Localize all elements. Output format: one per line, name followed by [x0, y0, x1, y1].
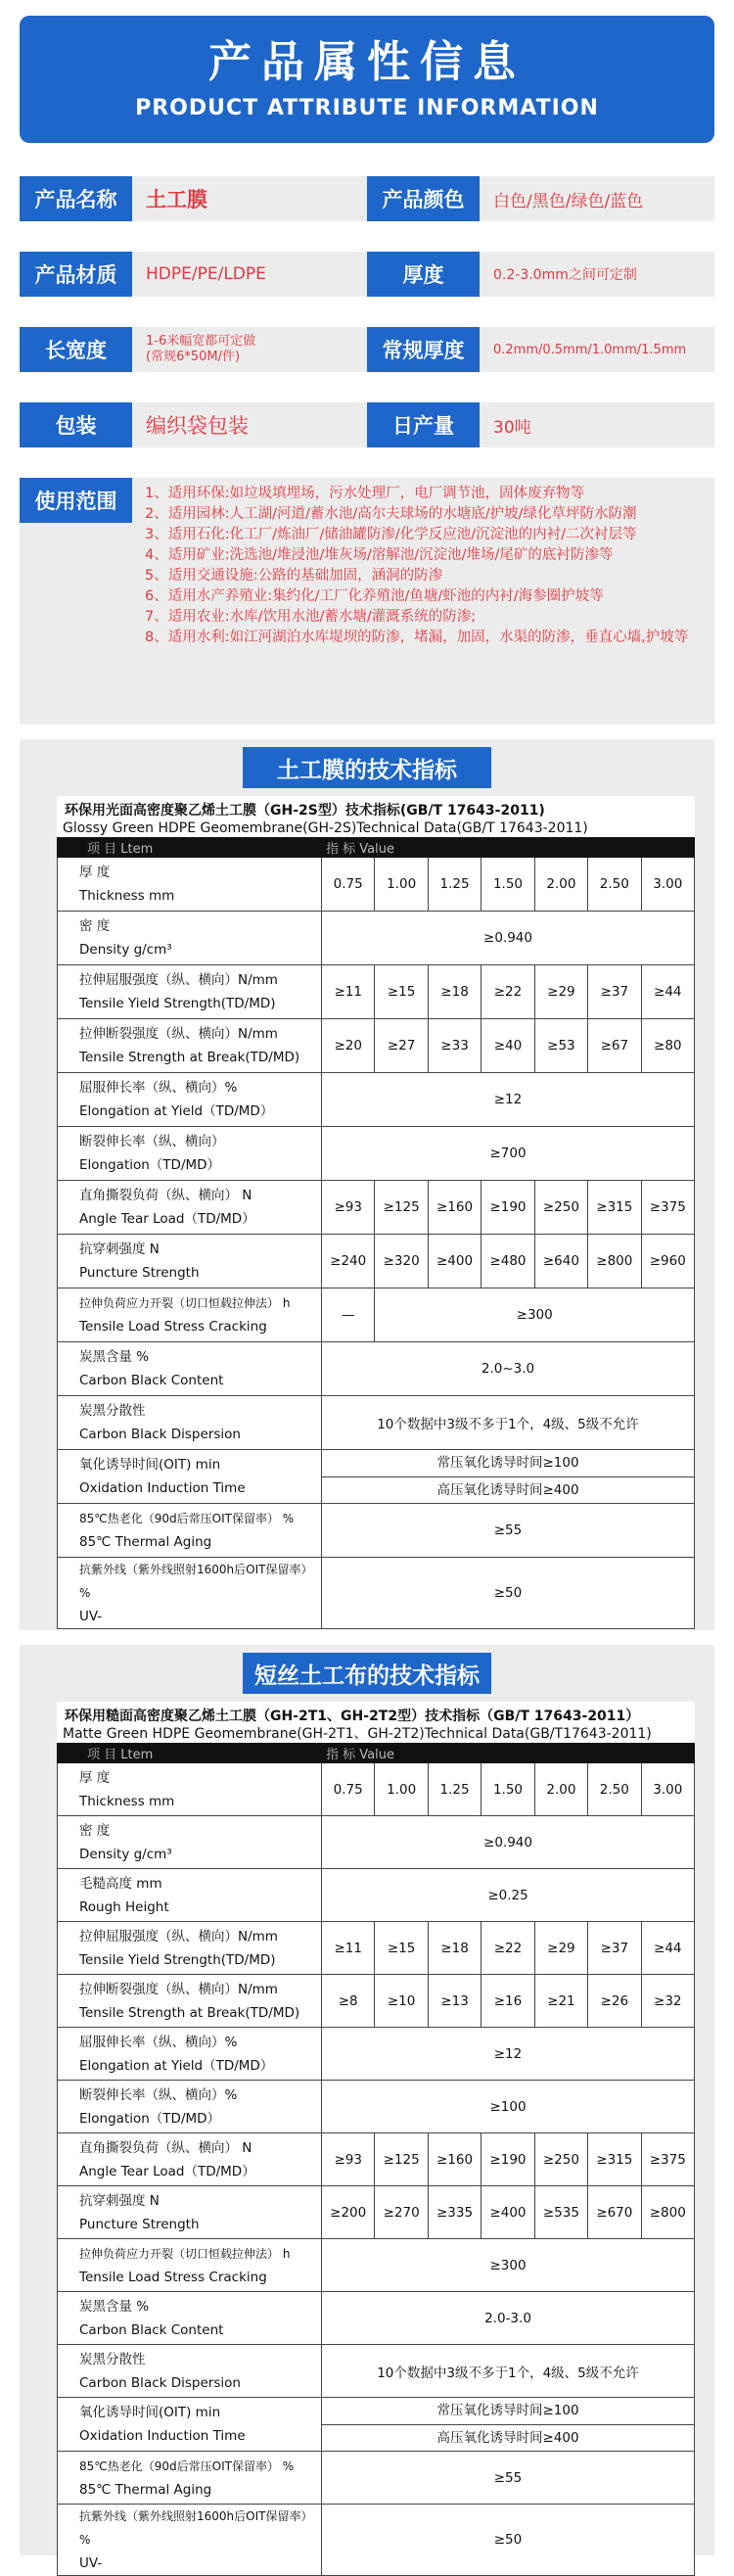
attr-name-value: 土工膜 — [132, 176, 367, 221]
param-zh: 厚 度 — [79, 865, 111, 880]
param-zh: 毛糙高度 mm — [79, 1875, 162, 1892]
value-cell: ≥250 — [534, 1181, 587, 1235]
value-cell: ≥300 — [322, 2239, 695, 2292]
value-cell: ≥400 — [482, 2186, 534, 2239]
spec-section-staple-fiber — [20, 1645, 714, 2571]
param-en: Puncture Strength — [79, 2216, 200, 2232]
value-cell: ≥13 — [428, 1975, 481, 2028]
value-cell: ≥535 — [534, 2186, 587, 2239]
table-row — [58, 2398, 695, 2452]
value-cell: 3.00 — [641, 1763, 694, 1816]
value-cell: ≥50 — [322, 2505, 695, 2576]
param-zh: 85℃热老化（90d后常压OIT保留率） % — [79, 2459, 295, 2473]
param-zh: 抗穿刺强度 N — [79, 1241, 160, 1257]
param-en: UV- — [79, 2555, 103, 2571]
attr-common-thickness-label: 常规厚度 — [367, 327, 480, 372]
header-value: 指 标 Value — [322, 1744, 695, 1763]
table-row — [58, 965, 695, 1019]
param-zh: 氧化诱导时间(OIT) min — [79, 1457, 221, 1473]
value-cell — [322, 1450, 695, 1504]
value-cell: ≥20 — [322, 1019, 375, 1073]
attr-width-value — [132, 327, 367, 372]
param-en: Oxidation Induction Time — [79, 1480, 246, 1496]
value-cell: 3.00 — [641, 858, 694, 912]
param-zh: 拉伸负荷应力开裂（切口恒载拉伸法） h — [79, 1296, 291, 1310]
value-cell: ≥8 — [322, 1975, 375, 2028]
param-cell — [58, 1763, 322, 1816]
attr-common-thickness-value: 0.2mm/0.5mm/1.0mm/1.5mm — [480, 327, 714, 372]
value-cell — [322, 2398, 695, 2452]
table-row — [58, 1019, 695, 1073]
table-row — [58, 2452, 695, 2505]
value-line: 高压氧化诱导时间≥400 — [322, 2424, 694, 2451]
value-cell: ≥55 — [322, 1504, 695, 1558]
value-cell: 1.50 — [482, 858, 534, 912]
value-cell: ≥55 — [322, 2452, 695, 2505]
value-cell: ≥18 — [428, 965, 481, 1019]
attr-daily-output-value: 30吨 — [480, 402, 714, 447]
scope-item: 3、适用石化:化工厂/炼油厂/储油罐防渗/化学反应池/沉淀池的内衬/二次衬层等 — [145, 527, 637, 542]
param-en: Elongation at Yield（TD/MD） — [79, 1103, 274, 1119]
value-cell: 10个数据中3级不多于1个，4级、5级不允许 — [322, 2345, 695, 2398]
value-cell: ≥21 — [534, 1975, 587, 2028]
value-cell: ≥800 — [641, 2186, 694, 2239]
table-row — [58, 1396, 695, 1450]
param-cell — [58, 1922, 322, 1975]
scope-list — [145, 484, 709, 648]
param-cell — [58, 1869, 322, 1922]
param-cell — [58, 1450, 322, 1504]
value-cell: ≥32 — [641, 1975, 694, 2028]
param-cell — [58, 1558, 322, 1629]
value-cell: ≥18 — [428, 1922, 481, 1975]
param-zh: 密 度 — [79, 1822, 111, 1839]
table-row — [58, 1763, 695, 1816]
value-cell: ≥27 — [375, 1019, 428, 1073]
value-cell: ≥22 — [482, 1922, 534, 1975]
value-cell: ≥200 — [322, 2186, 375, 2239]
attr-width-line1: 1-6米幅宽都可定做 — [146, 334, 256, 349]
table-row — [58, 1181, 695, 1235]
table-row — [58, 1073, 695, 1127]
value-cell: ≥10 — [375, 1975, 428, 2028]
table-row — [58, 2239, 695, 2292]
value-cell: ≥26 — [588, 1975, 641, 2028]
attr-daily-output — [367, 402, 714, 447]
param-en: Carbon Black Dispersion — [79, 2374, 241, 2391]
param-en: Thickness mm — [79, 888, 175, 904]
page-subtitle: PRODUCT ATTRIBUTE INFORMATION — [135, 96, 599, 120]
param-zh: 拉伸断裂强度（纵、横向）N/mm — [79, 1981, 278, 1997]
attr-material-label: 产品材质 — [20, 252, 132, 297]
param-cell — [58, 1235, 322, 1288]
table-row — [58, 1975, 695, 2028]
scope-item: 7、适用农业:水库/饮用水池/蓄水塘/灌溉系统的防渗; — [145, 609, 477, 625]
param-cell — [58, 2345, 322, 2398]
param-zh: 炭黑分散性 — [79, 1403, 146, 1419]
param-zh: 拉伸屈服强度（纵、横向）N/mm — [79, 1928, 278, 1944]
value-cell: ≥300 — [375, 1288, 695, 1342]
value-cell: ≥29 — [534, 965, 587, 1019]
param-en: Oxidation Induction Time — [79, 2428, 246, 2444]
attr-common-thickness — [367, 327, 714, 372]
value-cell: ≥29 — [534, 1922, 587, 1975]
table-row — [58, 2345, 695, 2398]
param-cell — [58, 2292, 322, 2345]
value-cell: ≥0.25 — [322, 1869, 695, 1922]
scope-label: 使用范围 — [20, 478, 132, 523]
param-zh: 炭黑分散性 — [79, 2351, 146, 2367]
value-cell: ≥800 — [588, 1235, 641, 1288]
param-cell — [58, 858, 322, 912]
value-cell: ≥375 — [641, 1181, 694, 1235]
spec1-title: 土工膜的技术指标 — [243, 747, 491, 788]
param-cell — [58, 1073, 322, 1127]
table-row — [58, 1504, 695, 1558]
value-cell: ≥15 — [375, 965, 428, 1019]
value-cell: ≥125 — [375, 2133, 428, 2186]
param-en: 85℃ Thermal Aging — [79, 2481, 212, 2498]
param-cell — [58, 2081, 322, 2133]
value-cell: ≥190 — [482, 2133, 534, 2186]
value-cell: ≥960 — [641, 1235, 694, 1288]
value-cell: ≥37 — [588, 965, 641, 1019]
attr-thickness-value: 0.2-3.0mm之间可定制 — [480, 252, 714, 297]
param-cell — [58, 1816, 322, 1869]
spec1-panel — [57, 796, 695, 1630]
param-zh: 抗穿刺强度 N — [79, 2192, 160, 2209]
table-row — [58, 1816, 695, 1869]
attr-packing — [20, 402, 367, 447]
param-en: Thickness mm — [79, 1793, 175, 1809]
param-cell — [58, 2452, 322, 2505]
table-row — [58, 912, 695, 965]
value-cell: ≥12 — [322, 1073, 695, 1127]
attr-width — [20, 327, 367, 372]
param-zh: 氧化诱导时间(OIT) min — [79, 2405, 221, 2420]
scope-item: 2、适用园林:人工湖/河道/蓄水池/高尔夫球场的水塘底/护坡/绿化草坪防水防潮 — [145, 506, 637, 522]
value-cell: ≥375 — [641, 2133, 694, 2186]
value-cell: ≥16 — [482, 1975, 534, 2028]
value-cell: ≥40 — [482, 1019, 534, 1073]
attr-color-value: 白色/黑色/绿色/蓝色 — [480, 176, 714, 221]
param-en: Carbon Black Dispersion — [79, 1427, 241, 1442]
value-line: 高压氧化诱导时间≥400 — [322, 1476, 694, 1503]
table-row — [58, 2081, 695, 2133]
param-cell — [58, 1288, 322, 1342]
value-cell: 10个数据中3级不多于1个，4级、5级不允许 — [322, 1396, 695, 1450]
attr-thickness — [367, 252, 714, 297]
value-cell: ≥250 — [534, 2133, 587, 2186]
page-title: 产品属性信息 — [208, 37, 526, 87]
attr-name — [20, 176, 367, 221]
param-cell — [58, 2505, 322, 2576]
param-zh: 炭黑含量 % — [79, 1349, 150, 1365]
param-cell — [58, 1181, 322, 1235]
param-zh: 拉伸负荷应力开裂（切口恒载拉伸法） h — [79, 2246, 291, 2261]
value-cell: 1.25 — [428, 1763, 481, 1816]
param-cell — [58, 2133, 322, 2186]
spec2-title: 短丝土工布的技术指标 — [243, 1653, 491, 1694]
scope-item: 1、适用环保:如垃圾填埋场，污水处理厂，电厂调节池，固体废弃物等 — [145, 486, 585, 501]
table-row — [58, 2186, 695, 2239]
param-zh: 拉伸屈服强度（纵、横向）N/mm — [79, 972, 278, 988]
param-cell — [58, 1127, 322, 1181]
param-cell — [58, 2186, 322, 2239]
value-cell: ≥240 — [322, 1235, 375, 1288]
param-zh: 拉伸断裂强度（纵、横向）N/mm — [79, 1026, 278, 1042]
value-cell: ≥125 — [375, 1181, 428, 1235]
value-cell: ≥700 — [322, 1127, 695, 1181]
param-en: Elongation at Yield（TD/MD） — [79, 2057, 274, 2074]
param-en: Tensile Strength at Break(TD/MD) — [79, 1050, 300, 1065]
value-cell: ≥640 — [534, 1235, 587, 1288]
value-cell: 2.0-3.0 — [322, 2292, 695, 2345]
value-cell: ≥335 — [428, 2186, 481, 2239]
value-cell: ≥315 — [588, 1181, 641, 1235]
param-en: Puncture Strength — [79, 1265, 200, 1281]
attr-material-value: HDPE/PE/LDPE — [132, 252, 367, 297]
value-cell: 1.00 — [375, 858, 428, 912]
value-cell: ≥93 — [322, 1181, 375, 1235]
param-zh: 直角撕裂负荷（纵、横向） N — [79, 1188, 252, 1203]
attr-thickness-label: 厚度 — [367, 252, 480, 297]
attr-packing-value: 编织袋包装 — [132, 402, 367, 447]
param-zh: 抗紫外线（紫外线照射1600h后OIT保留率） % — [79, 1563, 313, 1600]
attr-width-line2: (常规6*50M/件) — [146, 350, 241, 364]
param-en: 85℃ Thermal Aging — [79, 1534, 212, 1550]
scope-box — [20, 478, 714, 725]
param-en: Tensile Load Stress Cracking — [79, 1319, 267, 1335]
param-cell — [58, 1975, 322, 2028]
value-cell: ≥670 — [588, 2186, 641, 2239]
param-zh: 屈服伸长率（纵、横向）% — [79, 1080, 238, 1096]
param-cell — [58, 965, 322, 1019]
param-en: Rough Height — [79, 1898, 169, 1915]
spec2-table — [57, 1743, 695, 2576]
attr-daily-output-label: 日产量 — [367, 402, 480, 447]
value-cell: ≥480 — [482, 1235, 534, 1288]
table-header — [58, 838, 695, 858]
header-item: 项 目 Ltem — [58, 838, 322, 858]
header-item: 项 目 Ltem — [58, 1744, 322, 1763]
param-en: Tensile Strength at Break(TD/MD) — [79, 2004, 300, 2021]
value-cell: ≥53 — [534, 1019, 587, 1073]
spec2-panel — [57, 1702, 695, 2571]
value-cell: ≥15 — [375, 1922, 428, 1975]
value-cell: ≥160 — [428, 1181, 481, 1235]
param-zh: 屈服伸长率（纵、横向）% — [79, 2034, 238, 2050]
value-cell: ≥0.940 — [322, 912, 695, 965]
attr-material — [20, 252, 367, 297]
param-en: Tensile Yield Strength(TD/MD) — [79, 1951, 276, 1968]
param-zh: 85℃热老化（90d后常压OIT保留率） % — [79, 1512, 295, 1525]
param-en: Angle Tear Load（TD/MD） — [79, 1211, 255, 1227]
value-cell: ≥50 — [322, 1558, 695, 1629]
value-cell: 1.00 — [375, 1763, 428, 1816]
param-cell — [58, 912, 322, 965]
value-cell: ≥400 — [428, 1235, 481, 1288]
param-cell — [58, 2398, 322, 2452]
value-cell: ≥315 — [588, 2133, 641, 2186]
param-zh: 厚 度 — [79, 1769, 111, 1786]
scope-item: 6、适用水产养殖业:集约化/工厂化养殖池/鱼塘/虾池的内衬/海参圈护坡等 — [145, 588, 604, 604]
value-cell: ≥11 — [322, 1922, 375, 1975]
header-value: 指 标 Value — [322, 838, 695, 858]
param-en: Angle Tear Load（TD/MD） — [79, 2163, 255, 2179]
param-cell — [58, 1396, 322, 1450]
attr-width-label: 长宽度 — [20, 327, 132, 372]
param-en: Density g/cm³ — [79, 1846, 172, 1862]
value-cell: 2.00 — [534, 858, 587, 912]
attr-color-label: 产品颜色 — [367, 176, 480, 221]
param-zh: 密 度 — [79, 918, 111, 934]
value-cell: ≥44 — [641, 965, 694, 1019]
value-cell: 2.50 — [588, 858, 641, 912]
value-cell: 2.0~3.0 — [322, 1342, 695, 1396]
table-row — [58, 1288, 695, 1342]
table-row — [58, 2292, 695, 2345]
scope-item: 8、适用水利:如江河湖泊水库堤坝的防渗，堵漏，加固，水渠的防渗，垂直心墙,护坡等 — [145, 630, 689, 645]
table-row — [58, 2028, 695, 2081]
spec2-caption-en: Matte Green HDPE Geomembrane(GH-2T1、GH-2T2)Technical Data(GB/T17643-2011) — [63, 1726, 652, 1742]
table-row — [58, 1558, 695, 1629]
table-row — [58, 1235, 695, 1288]
table-row — [58, 858, 695, 912]
param-en: Tensile Load Stress Cracking — [79, 2269, 267, 2285]
header-banner — [20, 16, 714, 143]
table-header — [58, 1744, 695, 1763]
spec1-caption-zh: 环保用光面高密度聚乙烯土工膜（GH-2S型）技术指标(GB/T 17643-2011) — [65, 803, 545, 819]
spec1-caption-en: Glossy Green HDPE Geomembrane(GH-2S)Technical Data(GB/T 17643-2011) — [63, 820, 588, 836]
table-row — [58, 1922, 695, 1975]
value-cell: 1.50 — [482, 1763, 534, 1816]
param-en: Elongation（TD/MD） — [79, 2110, 221, 2127]
value-line: 常压氧化诱导时间≥100 — [436, 2403, 579, 2418]
value-cell: 1.25 — [428, 858, 481, 912]
param-cell — [58, 2028, 322, 2081]
value-cell: ≥320 — [375, 1235, 428, 1288]
value-cell: 2.50 — [588, 1763, 641, 1816]
scope-item: 4、适用矿业:洗选池/堆浸池/堆灰场/溶解池/沉淀池/堆场/尾矿的底衬防渗等 — [145, 547, 614, 563]
value-cell: ≥93 — [322, 2133, 375, 2186]
param-en: Density g/cm³ — [79, 942, 172, 958]
table-row — [58, 1342, 695, 1396]
value-cell: 2.00 — [534, 1763, 587, 1816]
param-cell — [58, 1342, 322, 1396]
table-row — [58, 1869, 695, 1922]
value-line: 常压氧化诱导时间≥100 — [436, 1455, 579, 1471]
param-cell — [58, 1504, 322, 1558]
param-zh: 抗紫外线（紫外线照射1600h后OIT保留率） % — [79, 2509, 313, 2547]
param-zh: 直角撕裂负荷（纵、横向） N — [79, 2139, 252, 2156]
value-cell: ≥22 — [482, 965, 534, 1019]
param-en: Tensile Yield Strength(TD/MD) — [79, 996, 276, 1011]
spec1-table — [57, 837, 695, 1629]
value-cell: ≥160 — [428, 2133, 481, 2186]
value-cell: ≥33 — [428, 1019, 481, 1073]
scope-item: 5、适用交通设施:公路的基础加固，涵洞的防渗 — [145, 568, 443, 584]
param-cell — [58, 1019, 322, 1073]
table-row — [58, 1127, 695, 1181]
value-cell: ≥11 — [322, 965, 375, 1019]
param-en: Carbon Black Content — [79, 2321, 224, 2338]
value-cell: — — [322, 1288, 375, 1342]
spec-section-geomembrane — [20, 739, 714, 1630]
value-cell: ≥270 — [375, 2186, 428, 2239]
value-cell: ≥37 — [588, 1922, 641, 1975]
param-zh: 断裂伸长率（纵、横向） — [79, 1134, 225, 1149]
value-cell: ≥80 — [641, 1019, 694, 1073]
param-en: UV- — [79, 1609, 103, 1624]
value-cell: ≥100 — [322, 2081, 695, 2133]
param-zh: 断裂伸长率（纵、横向）% — [79, 2086, 238, 2103]
value-cell: ≥12 — [322, 2028, 695, 2081]
attr-color — [367, 176, 714, 221]
param-en: Elongation（TD/MD） — [79, 1157, 221, 1173]
value-cell: 0.75 — [322, 858, 375, 912]
table-row — [58, 1450, 695, 1504]
value-cell: ≥190 — [482, 1181, 534, 1235]
attr-packing-label: 包装 — [20, 402, 132, 447]
table-row — [58, 2505, 695, 2576]
table-row — [58, 2133, 695, 2186]
value-cell: ≥67 — [588, 1019, 641, 1073]
attr-name-label: 产品名称 — [20, 176, 132, 221]
value-cell: ≥44 — [641, 1922, 694, 1975]
param-zh: 炭黑含量 % — [79, 2298, 150, 2315]
value-cell: 0.75 — [322, 1763, 375, 1816]
param-en: Carbon Black Content — [79, 1373, 224, 1388]
spec2-caption-zh: 环保用糙面高密度聚乙烯土工膜（GH-2T1、GH-2T2型）技术指标（GB/T 17643-2011） — [65, 1709, 640, 1724]
value-cell: ≥0.940 — [322, 1816, 695, 1869]
param-cell — [58, 2239, 322, 2292]
